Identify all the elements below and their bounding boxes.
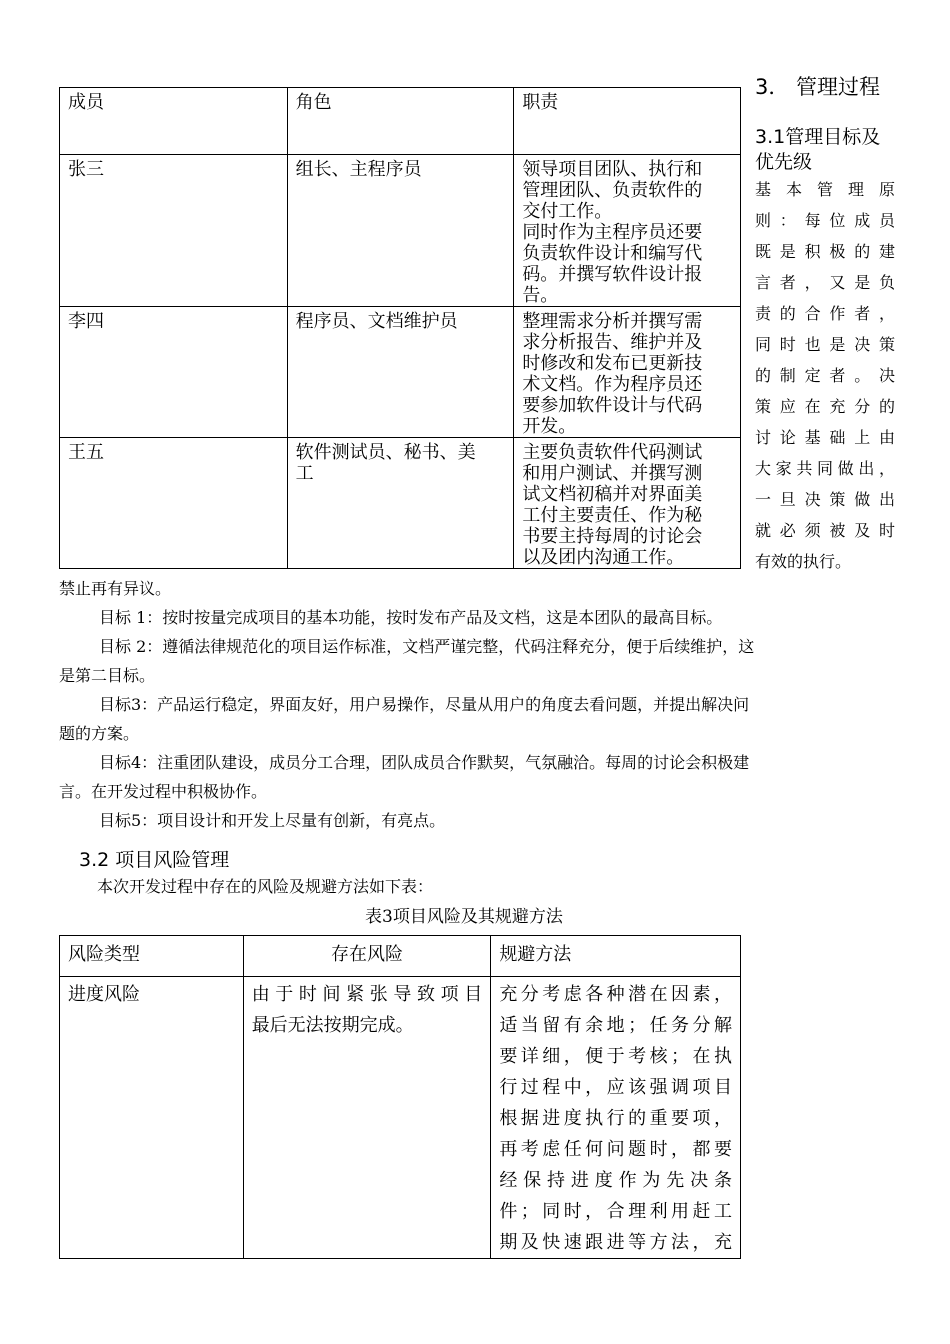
- member-role: 软件测试员、秘书、美 工: [287, 438, 514, 569]
- goal-2-cont: 是第二目标。: [59, 666, 156, 685]
- member-name: 张三: [60, 155, 288, 307]
- principle-line: 就必须被及时: [755, 521, 895, 540]
- goal-3: 目标3：产品运行稳定，界面友好，用户易操作，尽量从用户的角度去看问题，并提出解决问: [99, 695, 750, 714]
- header-role: 角色: [287, 88, 514, 155]
- section-heading-3-1: 3.1管理目标及优先级: [755, 126, 881, 173]
- method-line: 充分考虑各种潜在因素，: [499, 984, 732, 1005]
- goal-4-cont: 言。在开发过程中积极协作。: [59, 782, 268, 801]
- member-duty: 整理需求分析并撰写需 求分析报告、维护并及 时修改和发布已更新技 术文档。作为程序员还 要参加软件设计与代码 开发。: [514, 307, 741, 438]
- section-heading-3-2: 3.2 项目风险管理: [79, 849, 230, 871]
- goals-body: [59, 574, 884, 835]
- method-line: 件；同时，合理利用赶工: [499, 1201, 732, 1222]
- method-line: 适当留有余地；任务分解: [499, 1015, 732, 1036]
- risk-table: [59, 935, 741, 1259]
- principle-line: 大家共同做出，: [755, 459, 895, 478]
- principle-line: 责的合作者，: [755, 304, 895, 323]
- goal-1: 目标 1：按时按量完成项目的基本功能，按时发布产品及文档，这是本团队的最高目标。: [99, 608, 723, 627]
- table-row: [60, 977, 741, 1259]
- risk-intro: 本次开发过程中存在的风险及规避方法如下表：: [97, 877, 434, 896]
- member-duty: 主要负责软件代码测试 和用户测试、并撰写测 试文档初稿并对界面美 工付主要责任、作为秘 书要主持每周的讨论会 以及团内沟通工作。: [514, 438, 741, 569]
- section-heading-3: 3． 管理过程: [755, 75, 881, 99]
- risk-type: 进度风险: [60, 977, 244, 1259]
- team-table: [59, 87, 741, 569]
- member-duty: 领导项目团队、执行和 管理团队、负责软件的 交付工作。 同时作为主程序员还要 负责软件设计和编写代 码。并撰写软件设计报 告。: [514, 155, 741, 307]
- header-duty: 职责: [514, 88, 741, 155]
- goal-3-cont: 题的方案。: [59, 724, 140, 743]
- table-row: [60, 307, 741, 438]
- continuation-text: 禁止再有异议。: [59, 579, 172, 598]
- team-table-header: [60, 88, 741, 155]
- principle-line: 言者，又是负: [755, 273, 895, 292]
- principle-line: 讨论基础上由: [755, 428, 895, 447]
- goal-5: 目标5：项目设计和开发上尽量有创新，有亮点。: [99, 811, 446, 830]
- principle-paragraph: [755, 174, 895, 577]
- principle-line: 同时也是决策: [755, 335, 895, 354]
- member-name: 李四: [60, 307, 288, 438]
- member-role: 组长、主程序员: [287, 155, 514, 307]
- method-line: 再考虑任何问题时，都要: [499, 1139, 732, 1160]
- risk-line: 由于时间紧张导致项目: [251, 984, 483, 1005]
- goal-4: 目标4：注重团队建设，成员分工合理，团队成员合作默契，气氛融洽。每周的讨论会积极建: [99, 753, 750, 772]
- principle-line: 有效的执行。: [755, 552, 852, 571]
- principle-line: 的制定者。决: [755, 366, 895, 385]
- principle-line: 策应在充分的: [755, 397, 895, 416]
- method-line: 要详细，便于考核；在执: [499, 1046, 732, 1067]
- method-line: 根据进度执行的重要项，: [499, 1108, 732, 1129]
- method-line: 经保持进度作为先决条: [499, 1170, 732, 1191]
- principle-line: 基本管理原: [755, 180, 895, 199]
- principle-line: 一旦决策做出: [755, 490, 895, 509]
- table-row: [60, 438, 741, 569]
- member-name: 王五: [60, 438, 288, 569]
- risk-table-header: [60, 936, 741, 977]
- risk-method: [491, 977, 741, 1259]
- member-role: 程序员、文档维护员: [287, 307, 514, 438]
- header-member: 成员: [60, 88, 288, 155]
- principle-line: 则：每位成员: [755, 211, 895, 230]
- principle-line: 既是积极的建: [755, 242, 895, 261]
- method-line: 行过程中，应该强调项目: [499, 1077, 732, 1098]
- goal-2: 目标 2：遵循法律规范化的项目运作标准，文档严谨完整，代码注释充分，便于后续维护，这: [99, 637, 755, 656]
- header-risk-type: 风险类型: [60, 936, 244, 977]
- risk-description: [243, 977, 491, 1259]
- header-method: 规避方法: [491, 936, 741, 977]
- header-risk: 存在风险: [243, 936, 491, 977]
- method-line: 期及快速跟进等方法，充: [499, 1232, 732, 1253]
- risk-line: 最后无法按期完成。: [251, 1015, 414, 1036]
- table-row: [60, 155, 741, 307]
- table-caption: 表3项目风险及其规避方法: [365, 907, 563, 927]
